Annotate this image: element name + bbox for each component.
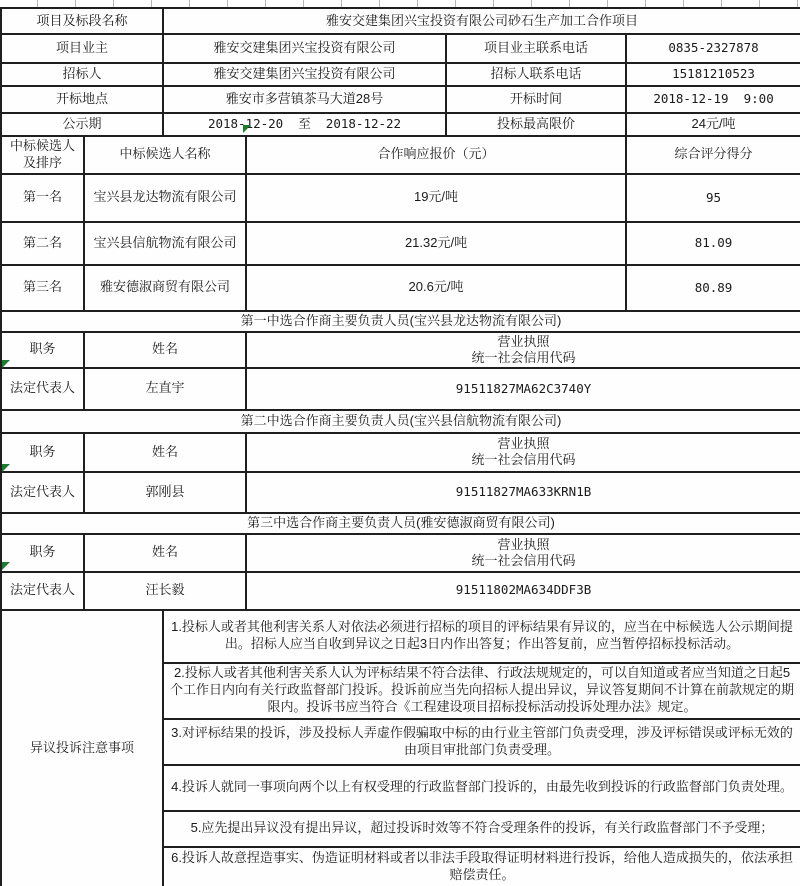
legal-representative-name: 郭刚县 [84, 472, 246, 513]
table-row [1, 86, 800, 113]
winner-header-row [1, 332, 800, 368]
owner-label: 项目业主 [1, 34, 163, 63]
candidate-rank: 第三名 [1, 265, 84, 311]
table-row [1, 63, 800, 86]
name-label: 姓名 [84, 534, 246, 572]
candidate-score: 95 [626, 174, 800, 222]
project-name-value: 雅安交建集团兴宝投资有限公司砂石生产加工合作项目 [163, 8, 800, 34]
tenderer-phone-value: 15181210523 [626, 63, 800, 86]
score-column-header: 综合评分得分 [626, 136, 800, 174]
legal-representative-row [1, 368, 800, 410]
legal-representative-label: 法定代表人 [1, 572, 84, 610]
credit-code-label: 统一社会信用代码 [471, 349, 576, 365]
name-label: 姓名 [84, 332, 246, 368]
opening-time-label: 开标时间 [446, 86, 626, 113]
candidate-rank: 第二名 [1, 222, 84, 265]
legal-representative-name: 左直宇 [84, 368, 246, 410]
legal-representative-label: 法定代表人 [1, 472, 84, 513]
opening-place-value: 雅安市多营镇茶马大道28号 [163, 86, 446, 113]
winner-header-row [1, 433, 800, 472]
candidate-price: 19元/吨 [246, 174, 626, 222]
complaint-item: 4.投诉人就同一事项向两个以上有权受理的行政监督部门投诉的，由最先收到投诉的行政监督部门负责处理。 [163, 765, 800, 811]
complaint-item: 2.投标人或者其他利害关系人认为评标结果不符合法律、行政法规规定的，可以自知道或者应当知道之日起5个工作日内向有关行政监督部门投诉。投诉前应当先向招标人提出异议，异议答复期间不计算在前款规定的期限内。投诉书应当符合《工程建设项目招标投标活动投诉处理办法》规定。 [163, 663, 800, 719]
complaint-item: 5.应先提出异议没有提出异议，超过投诉时效等不符合受理条件的投诉，有关行政监督部门不予受理； [163, 811, 800, 847]
candidate-score: 80.89 [626, 265, 800, 311]
complaint-item: 1.投标人或者其他利害关系人对依法必须进行招标的项目的评标结果有异议的，应当在中标候选人公示期间提出。招标人应当自收到异议之日起3日内作出答复；作出答复前，应当暂停招标投标活动。 [163, 610, 800, 663]
legal-representative-row [1, 472, 800, 513]
duty-label: 职务 [1, 332, 84, 368]
credit-code-label: 统一社会信用代码 [471, 452, 576, 468]
table-row [1, 8, 800, 34]
tenderer-label: 招标人 [1, 63, 163, 86]
credit-code-label: 统一社会信用代码 [471, 552, 576, 568]
name-label: 姓名 [84, 433, 246, 472]
candidate-price: 20.6元/吨 [246, 265, 626, 311]
complaints-section-label: 异议投诉注意事项 [1, 610, 163, 886]
table-row [1, 113, 800, 136]
winner-section-title-row [1, 513, 800, 534]
winner-header-row [1, 534, 800, 572]
license-code-header [246, 332, 800, 368]
candidate-score: 81.09 [626, 222, 800, 265]
complaint-row [1, 610, 800, 663]
publicity-period-label: 公示期 [1, 113, 163, 136]
candidate-price: 21.32元/吨 [246, 222, 626, 265]
candidate-row [1, 265, 800, 311]
tenderer-phone-label: 招标人联系电话 [446, 63, 626, 86]
winner-section-title-row [1, 410, 800, 433]
candidate-name: 宝兴县龙达物流有限公司 [84, 174, 246, 222]
publicity-period-value: 2018-12-20 至 2018-12-22 [163, 113, 446, 136]
bid-announcement-table [0, 7, 800, 886]
owner-phone-value: 0835-2327878 [626, 34, 800, 63]
credit-code-value: 91511802MA634DDF3B [246, 572, 800, 610]
duty-label: 职务 [1, 433, 84, 472]
winner-section-title: 第二中选合作商主要负责人员(宝兴县信航物流有限公司) [1, 410, 800, 433]
complaint-item: 3.对评标结果的投诉，涉及投标人弄虚作假骗取中标的由行业主管部门负责受理，涉及评标错误或评标无效的由项目审批部门负责受理。 [163, 719, 800, 765]
credit-code-value: 91511827MA633KRN1B [246, 472, 800, 513]
winner-section-title: 第一中选合作商主要负责人员(宝兴县龙达物流有限公司) [1, 311, 800, 332]
candidate-name-column-header: 中标候选人名称 [84, 136, 246, 174]
cell-flag-icon [2, 360, 10, 368]
complaint-item: 6.投诉人故意捏造事实、伪造证明材料或者以非法手段取得证明材料进行投诉，给他人造成损失的，依法承担赔偿责任。 [163, 847, 800, 886]
max-price-label: 投标最高限价 [446, 113, 626, 136]
rank-column-header: 中标候选人及排序 [1, 136, 84, 174]
opening-time-value: 2018-12-19 9:00 [626, 86, 800, 113]
cell-flag-icon [243, 125, 251, 133]
duty-label: 职务 [1, 534, 84, 572]
owner-phone-label: 项目业主联系电话 [446, 34, 626, 63]
project-name-label: 项目及标段名称 [1, 8, 163, 34]
opening-place-label: 开标地点 [1, 86, 163, 113]
candidates-header-row [1, 136, 800, 174]
winner-section-title: 第三中选合作商主要负责人员(雅安德淑商贸有限公司) [1, 513, 800, 534]
gridline-ticks-top [0, 0, 800, 7]
business-license-label: 营业执照 [497, 536, 550, 552]
credit-code-value: 91511827MA62C3740Y [246, 368, 800, 410]
candidate-name: 雅安德淑商贸有限公司 [84, 265, 246, 311]
cell-flag-icon [2, 464, 10, 472]
license-code-header [246, 433, 800, 472]
candidate-row [1, 222, 800, 265]
table-row [1, 34, 800, 63]
cell-flag-icon [2, 562, 10, 570]
candidate-row [1, 174, 800, 222]
price-column-header: 合作响应报价（元） [246, 136, 626, 174]
winner-section-title-row [1, 311, 800, 332]
legal-representative-label: 法定代表人 [1, 368, 84, 410]
owner-value: 雅安交建集团兴宝投资有限公司 [163, 34, 446, 63]
max-price-value: 24元/吨 [626, 113, 800, 136]
license-code-header [246, 534, 800, 572]
legal-representative-row [1, 572, 800, 610]
business-license-label: 营业执照 [497, 436, 550, 452]
legal-representative-name: 汪长毅 [84, 572, 246, 610]
candidate-rank: 第一名 [1, 174, 84, 222]
business-license-label: 营业执照 [497, 333, 550, 349]
candidate-name: 宝兴县信航物流有限公司 [84, 222, 246, 265]
tenderer-value: 雅安交建集团兴宝投资有限公司 [163, 63, 446, 86]
